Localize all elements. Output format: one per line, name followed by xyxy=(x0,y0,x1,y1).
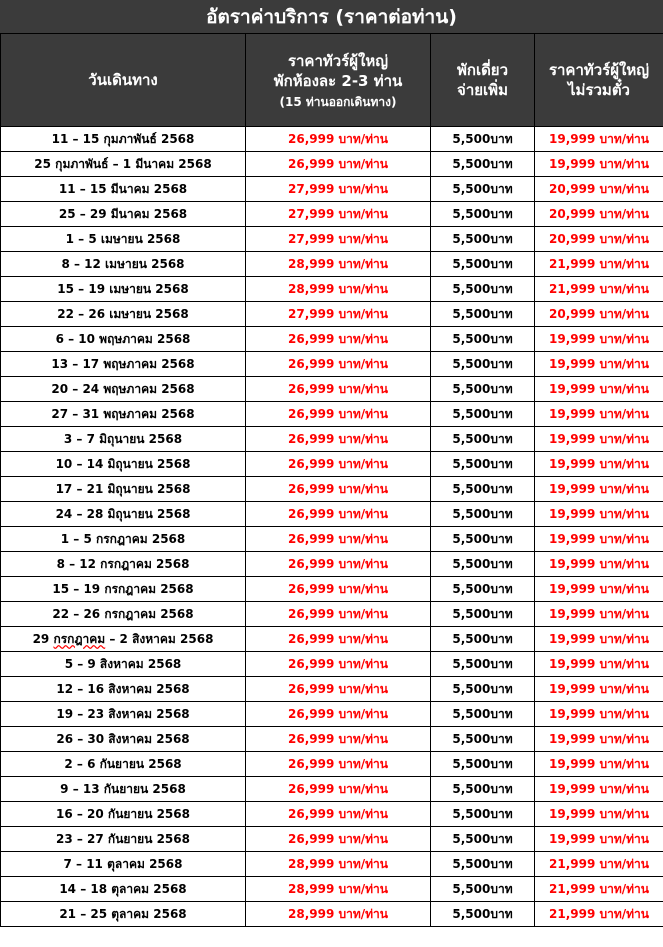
no-ticket-price-cell: 20,999 บาท/ท่าน xyxy=(535,202,663,227)
single-supplement-cell: 5,500บาท xyxy=(431,677,535,702)
single-supplement-cell: 5,500บาท xyxy=(431,152,535,177)
table-row xyxy=(1,452,663,477)
adult-price-cell: 27,999 บาท/ท่าน xyxy=(246,202,431,227)
adult-price-cell: 26,999 บาท/ท่าน xyxy=(246,152,431,177)
table-row xyxy=(1,277,663,302)
table-row xyxy=(1,302,663,327)
table-row xyxy=(1,752,663,777)
single-supplement-cell: 5,500บาท xyxy=(431,877,535,902)
table-row xyxy=(1,152,663,177)
table-row xyxy=(1,527,663,552)
no-ticket-price-cell: 19,999 บาท/ท่าน xyxy=(535,452,663,477)
adult-price-cell: 27,999 บาท/ท่าน xyxy=(246,177,431,202)
table-row xyxy=(1,427,663,452)
no-ticket-price-cell: 19,999 บาท/ท่าน xyxy=(535,727,663,752)
header-date xyxy=(1,34,246,127)
adult-price-cell: 26,999 บาท/ท่าน xyxy=(246,752,431,777)
no-ticket-price-cell: 19,999 บาท/ท่าน xyxy=(535,652,663,677)
no-ticket-price-cell: 19,999 บาท/ท่าน xyxy=(535,527,663,552)
table-row xyxy=(1,352,663,377)
single-supplement-cell: 5,500บาท xyxy=(431,402,535,427)
single-supplement-cell: 5,500บาท xyxy=(431,577,535,602)
date-cell: 10 – 14 มิถุนายน 2568 xyxy=(1,452,246,477)
adult-price-cell: 26,999 บาท/ท่าน xyxy=(246,402,431,427)
single-supplement-cell: 5,500บาท xyxy=(431,177,535,202)
no-ticket-price-cell: 19,999 บาท/ท่าน xyxy=(535,577,663,602)
adult-price-cell: 28,999 บาท/ท่าน xyxy=(246,852,431,877)
date-cell: 25 – 29 มีนาคม 2568 xyxy=(1,202,246,227)
rates-table xyxy=(0,33,663,927)
date-cell: 6 – 10 พฤษภาคม 2568 xyxy=(1,327,246,352)
table-row xyxy=(1,777,663,802)
date-cell: 17 – 21 มิถุนายน 2568 xyxy=(1,477,246,502)
table-row xyxy=(1,802,663,827)
single-supplement-cell: 5,500บาท xyxy=(431,652,535,677)
header-row xyxy=(1,34,663,127)
adult-price-cell: 28,999 บาท/ท่าน xyxy=(246,252,431,277)
no-ticket-price-cell: 19,999 บาท/ท่าน xyxy=(535,552,663,577)
page-title: อัตราค่าบริการ (ราคาต่อท่าน) xyxy=(0,0,663,33)
table-row xyxy=(1,477,663,502)
date-cell: 9 – 13 กันยายน 2568 xyxy=(1,777,246,802)
date-cell: 22 – 26 เมษายน 2568 xyxy=(1,302,246,327)
no-ticket-price-cell: 21,999 บาท/ท่าน xyxy=(535,852,663,877)
table-row xyxy=(1,377,663,402)
no-ticket-price-cell: 19,999 บาท/ท่าน xyxy=(535,427,663,452)
single-supplement-cell: 5,500บาท xyxy=(431,727,535,752)
header-adult-price-line2: พักห้องละ 2-3 ท่าน xyxy=(273,71,403,90)
adult-price-cell: 26,999 บาท/ท่าน xyxy=(246,477,431,502)
single-supplement-cell: 5,500บาท xyxy=(431,377,535,402)
date-cell: 8 – 12 เมษายน 2568 xyxy=(1,252,246,277)
single-supplement-cell: 5,500บาท xyxy=(431,227,535,252)
date-cell: 23 – 27 กันยายน 2568 xyxy=(1,827,246,852)
adult-price-cell: 26,999 บาท/ท่าน xyxy=(246,677,431,702)
header-adult-price-line1: ราคาทัวร์ผู้ใหญ่ xyxy=(287,51,389,70)
date-cell: 25 กุมภาพันธ์ – 1 มีนาคม 2568 xyxy=(1,152,246,177)
table-row xyxy=(1,677,663,702)
table-row xyxy=(1,602,663,627)
adult-price-cell: 26,999 บาท/ท่าน xyxy=(246,827,431,852)
date-cell: 14 – 18 ตุลาคม 2568 xyxy=(1,877,246,902)
table-row xyxy=(1,702,663,727)
table-row xyxy=(1,327,663,352)
no-ticket-price-cell: 19,999 บาท/ท่าน xyxy=(535,477,663,502)
no-ticket-price-cell: 19,999 บาท/ท่าน xyxy=(535,777,663,802)
date-cell: 1 – 5 กรกฎาคม 2568 xyxy=(1,527,246,552)
table-row xyxy=(1,827,663,852)
single-supplement-cell: 5,500บาท xyxy=(431,452,535,477)
table-row xyxy=(1,552,663,577)
single-supplement-cell: 5,500บาท xyxy=(431,852,535,877)
single-supplement-cell: 5,500บาท xyxy=(431,777,535,802)
date-cell: 26 – 30 สิงหาคม 2568 xyxy=(1,727,246,752)
date-cell: 15 – 19 เมษายน 2568 xyxy=(1,277,246,302)
no-ticket-price-cell: 19,999 บาท/ท่าน xyxy=(535,602,663,627)
date-cell: 21 – 25 ตุลาคม 2568 xyxy=(1,902,246,927)
table-row xyxy=(1,177,663,202)
date-cell: 1 – 5 เมษายน 2568 xyxy=(1,227,246,252)
adult-price-cell: 27,999 บาท/ท่าน xyxy=(246,227,431,252)
single-supplement-cell: 5,500บาท xyxy=(431,552,535,577)
date-cell: 27 – 31 พฤษภาคม 2568 xyxy=(1,402,246,427)
table-row xyxy=(1,902,663,927)
single-supplement-cell: 5,500บาท xyxy=(431,502,535,527)
adult-price-cell: 26,999 บาท/ท่าน xyxy=(246,452,431,477)
adult-price-cell: 26,999 บาท/ท่าน xyxy=(246,377,431,402)
no-ticket-price-cell: 20,999 บาท/ท่าน xyxy=(535,177,663,202)
single-supplement-cell: 5,500บาท xyxy=(431,277,535,302)
table-row xyxy=(1,852,663,877)
no-ticket-price-cell: 21,999 บาท/ท่าน xyxy=(535,877,663,902)
adult-price-cell: 26,999 บาท/ท่าน xyxy=(246,352,431,377)
date-cell: 22 – 26 กรกฎาคม 2568 xyxy=(1,602,246,627)
adult-price-cell: 28,999 บาท/ท่าน xyxy=(246,877,431,902)
no-ticket-price-cell: 19,999 บาท/ท่าน xyxy=(535,152,663,177)
single-supplement-cell: 5,500บาท xyxy=(431,477,535,502)
date-cell: 24 – 28 มิถุนายน 2568 xyxy=(1,502,246,527)
single-supplement-cell: 5,500บาท xyxy=(431,127,535,152)
no-ticket-price-cell: 19,999 บาท/ท่าน xyxy=(535,502,663,527)
single-supplement-cell: 5,500บาท xyxy=(431,702,535,727)
single-supplement-cell: 5,500บาท xyxy=(431,352,535,377)
no-ticket-price-cell: 21,999 บาท/ท่าน xyxy=(535,902,663,927)
table-row xyxy=(1,127,663,152)
header-single-line2: จ่ายเพิ่ม xyxy=(457,81,508,99)
date-cell: 8 – 12 กรกฎาคม 2568 xyxy=(1,552,246,577)
single-supplement-cell: 5,500บาท xyxy=(431,902,535,927)
table-row xyxy=(1,652,663,677)
adult-price-cell: 26,999 บาท/ท่าน xyxy=(246,652,431,677)
single-supplement-cell: 5,500บาท xyxy=(431,327,535,352)
adult-price-cell: 26,999 บาท/ท่าน xyxy=(246,327,431,352)
no-ticket-price-cell: 21,999 บาท/ท่าน xyxy=(535,277,663,302)
header-no-ticket-price xyxy=(535,34,663,127)
date-cell: 13 – 17 พฤษภาคม 2568 xyxy=(1,352,246,377)
header-single-supplement xyxy=(431,34,535,127)
date-cell: 5 – 9 สิงหาคม 2568 xyxy=(1,652,246,677)
adult-price-cell: 26,999 บาท/ท่าน xyxy=(246,552,431,577)
table-row xyxy=(1,202,663,227)
single-supplement-cell: 5,500บาท xyxy=(431,752,535,777)
date-prefix: 29 xyxy=(32,631,54,646)
table-row xyxy=(1,577,663,602)
adult-price-cell: 28,999 บาท/ท่าน xyxy=(246,277,431,302)
header-adult-price-note: (15 ท่านออกเดินทาง) xyxy=(279,94,397,109)
single-supplement-cell: 5,500บาท xyxy=(431,802,535,827)
date-suffix: – 2 สิงหาคม 2568 xyxy=(105,631,214,646)
no-ticket-price-cell: 19,999 บาท/ท่าน xyxy=(535,352,663,377)
adult-price-cell: 26,999 บาท/ท่าน xyxy=(246,727,431,752)
date-cell: 11 – 15 มีนาคม 2568 xyxy=(1,177,246,202)
adult-price-cell: 26,999 บาท/ท่าน xyxy=(246,802,431,827)
no-ticket-price-cell: 19,999 บาท/ท่าน xyxy=(535,702,663,727)
no-ticket-price-cell: 20,999 บาท/ท่าน xyxy=(535,302,663,327)
adult-price-cell: 26,999 บาท/ท่าน xyxy=(246,127,431,152)
header-single-line1: พักเดี่ยว xyxy=(456,61,509,79)
date-cell: 11 – 15 กุมภาพันธ์ 2568 xyxy=(1,127,246,152)
single-supplement-cell: 5,500บาท xyxy=(431,602,535,627)
table-row xyxy=(1,227,663,252)
date-cell: 19 – 23 สิงหาคม 2568 xyxy=(1,702,246,727)
date-cell: 7 – 11 ตุลาคม 2568 xyxy=(1,852,246,877)
header-date-label: วันเดินทาง xyxy=(88,71,158,89)
header-no-ticket-line2: ไม่รวมตั๋ว xyxy=(568,81,630,99)
adult-price-cell: 27,999 บาท/ท่าน xyxy=(246,302,431,327)
date-cell: 12 – 16 สิงหาคม 2568 xyxy=(1,677,246,702)
no-ticket-price-cell: 19,999 บาท/ท่าน xyxy=(535,752,663,777)
table-row xyxy=(1,877,663,902)
adult-price-cell: 26,999 บาท/ท่าน xyxy=(246,627,431,652)
date-cell: 20 – 24 พฤษภาคม 2568 xyxy=(1,377,246,402)
no-ticket-price-cell: 19,999 บาท/ท่าน xyxy=(535,827,663,852)
header-adult-price xyxy=(246,34,431,127)
adult-price-cell: 26,999 บาท/ท่าน xyxy=(246,777,431,802)
single-supplement-cell: 5,500บาท xyxy=(431,827,535,852)
adult-price-cell: 28,999 บาท/ท่าน xyxy=(246,902,431,927)
no-ticket-price-cell: 19,999 บาท/ท่าน xyxy=(535,627,663,652)
adult-price-cell: 26,999 บาท/ท่าน xyxy=(246,527,431,552)
date-cell: 3 – 7 มิถุนายน 2568 xyxy=(1,427,246,452)
single-supplement-cell: 5,500บาท xyxy=(431,252,535,277)
date-cell: 2 – 6 กันยายน 2568 xyxy=(1,752,246,777)
single-supplement-cell: 5,500บาท xyxy=(431,527,535,552)
table-row xyxy=(1,252,663,277)
single-supplement-cell: 5,500บาท xyxy=(431,302,535,327)
no-ticket-price-cell: 19,999 บาท/ท่าน xyxy=(535,377,663,402)
single-supplement-cell: 5,500บาท xyxy=(431,627,535,652)
adult-price-cell: 26,999 บาท/ท่าน xyxy=(246,427,431,452)
table-row xyxy=(1,402,663,427)
date-cell xyxy=(1,627,246,652)
adult-price-cell: 26,999 บาท/ท่าน xyxy=(246,702,431,727)
no-ticket-price-cell: 21,999 บาท/ท่าน xyxy=(535,252,663,277)
no-ticket-price-cell: 19,999 บาท/ท่าน xyxy=(535,127,663,152)
single-supplement-cell: 5,500บาท xyxy=(431,202,535,227)
spellcheck-underlined-word: กรกฎาคม xyxy=(53,631,106,646)
no-ticket-price-cell: 19,999 บาท/ท่าน xyxy=(535,677,663,702)
table-row xyxy=(1,727,663,752)
no-ticket-price-cell: 19,999 บาท/ท่าน xyxy=(535,327,663,352)
table-row xyxy=(1,627,663,652)
adult-price-cell: 26,999 บาท/ท่าน xyxy=(246,602,431,627)
adult-price-cell: 26,999 บาท/ท่าน xyxy=(246,502,431,527)
date-cell: 16 – 20 กันยายน 2568 xyxy=(1,802,246,827)
header-no-ticket-line1: ราคาทัวร์ผู้ใหญ่ xyxy=(548,61,650,79)
single-supplement-cell: 5,500บาท xyxy=(431,427,535,452)
no-ticket-price-cell: 20,999 บาท/ท่าน xyxy=(535,227,663,252)
no-ticket-price-cell: 19,999 บาท/ท่าน xyxy=(535,802,663,827)
adult-price-cell: 26,999 บาท/ท่าน xyxy=(246,577,431,602)
table-row xyxy=(1,502,663,527)
date-cell: 15 – 19 กรกฎาคม 2568 xyxy=(1,577,246,602)
no-ticket-price-cell: 19,999 บาท/ท่าน xyxy=(535,402,663,427)
